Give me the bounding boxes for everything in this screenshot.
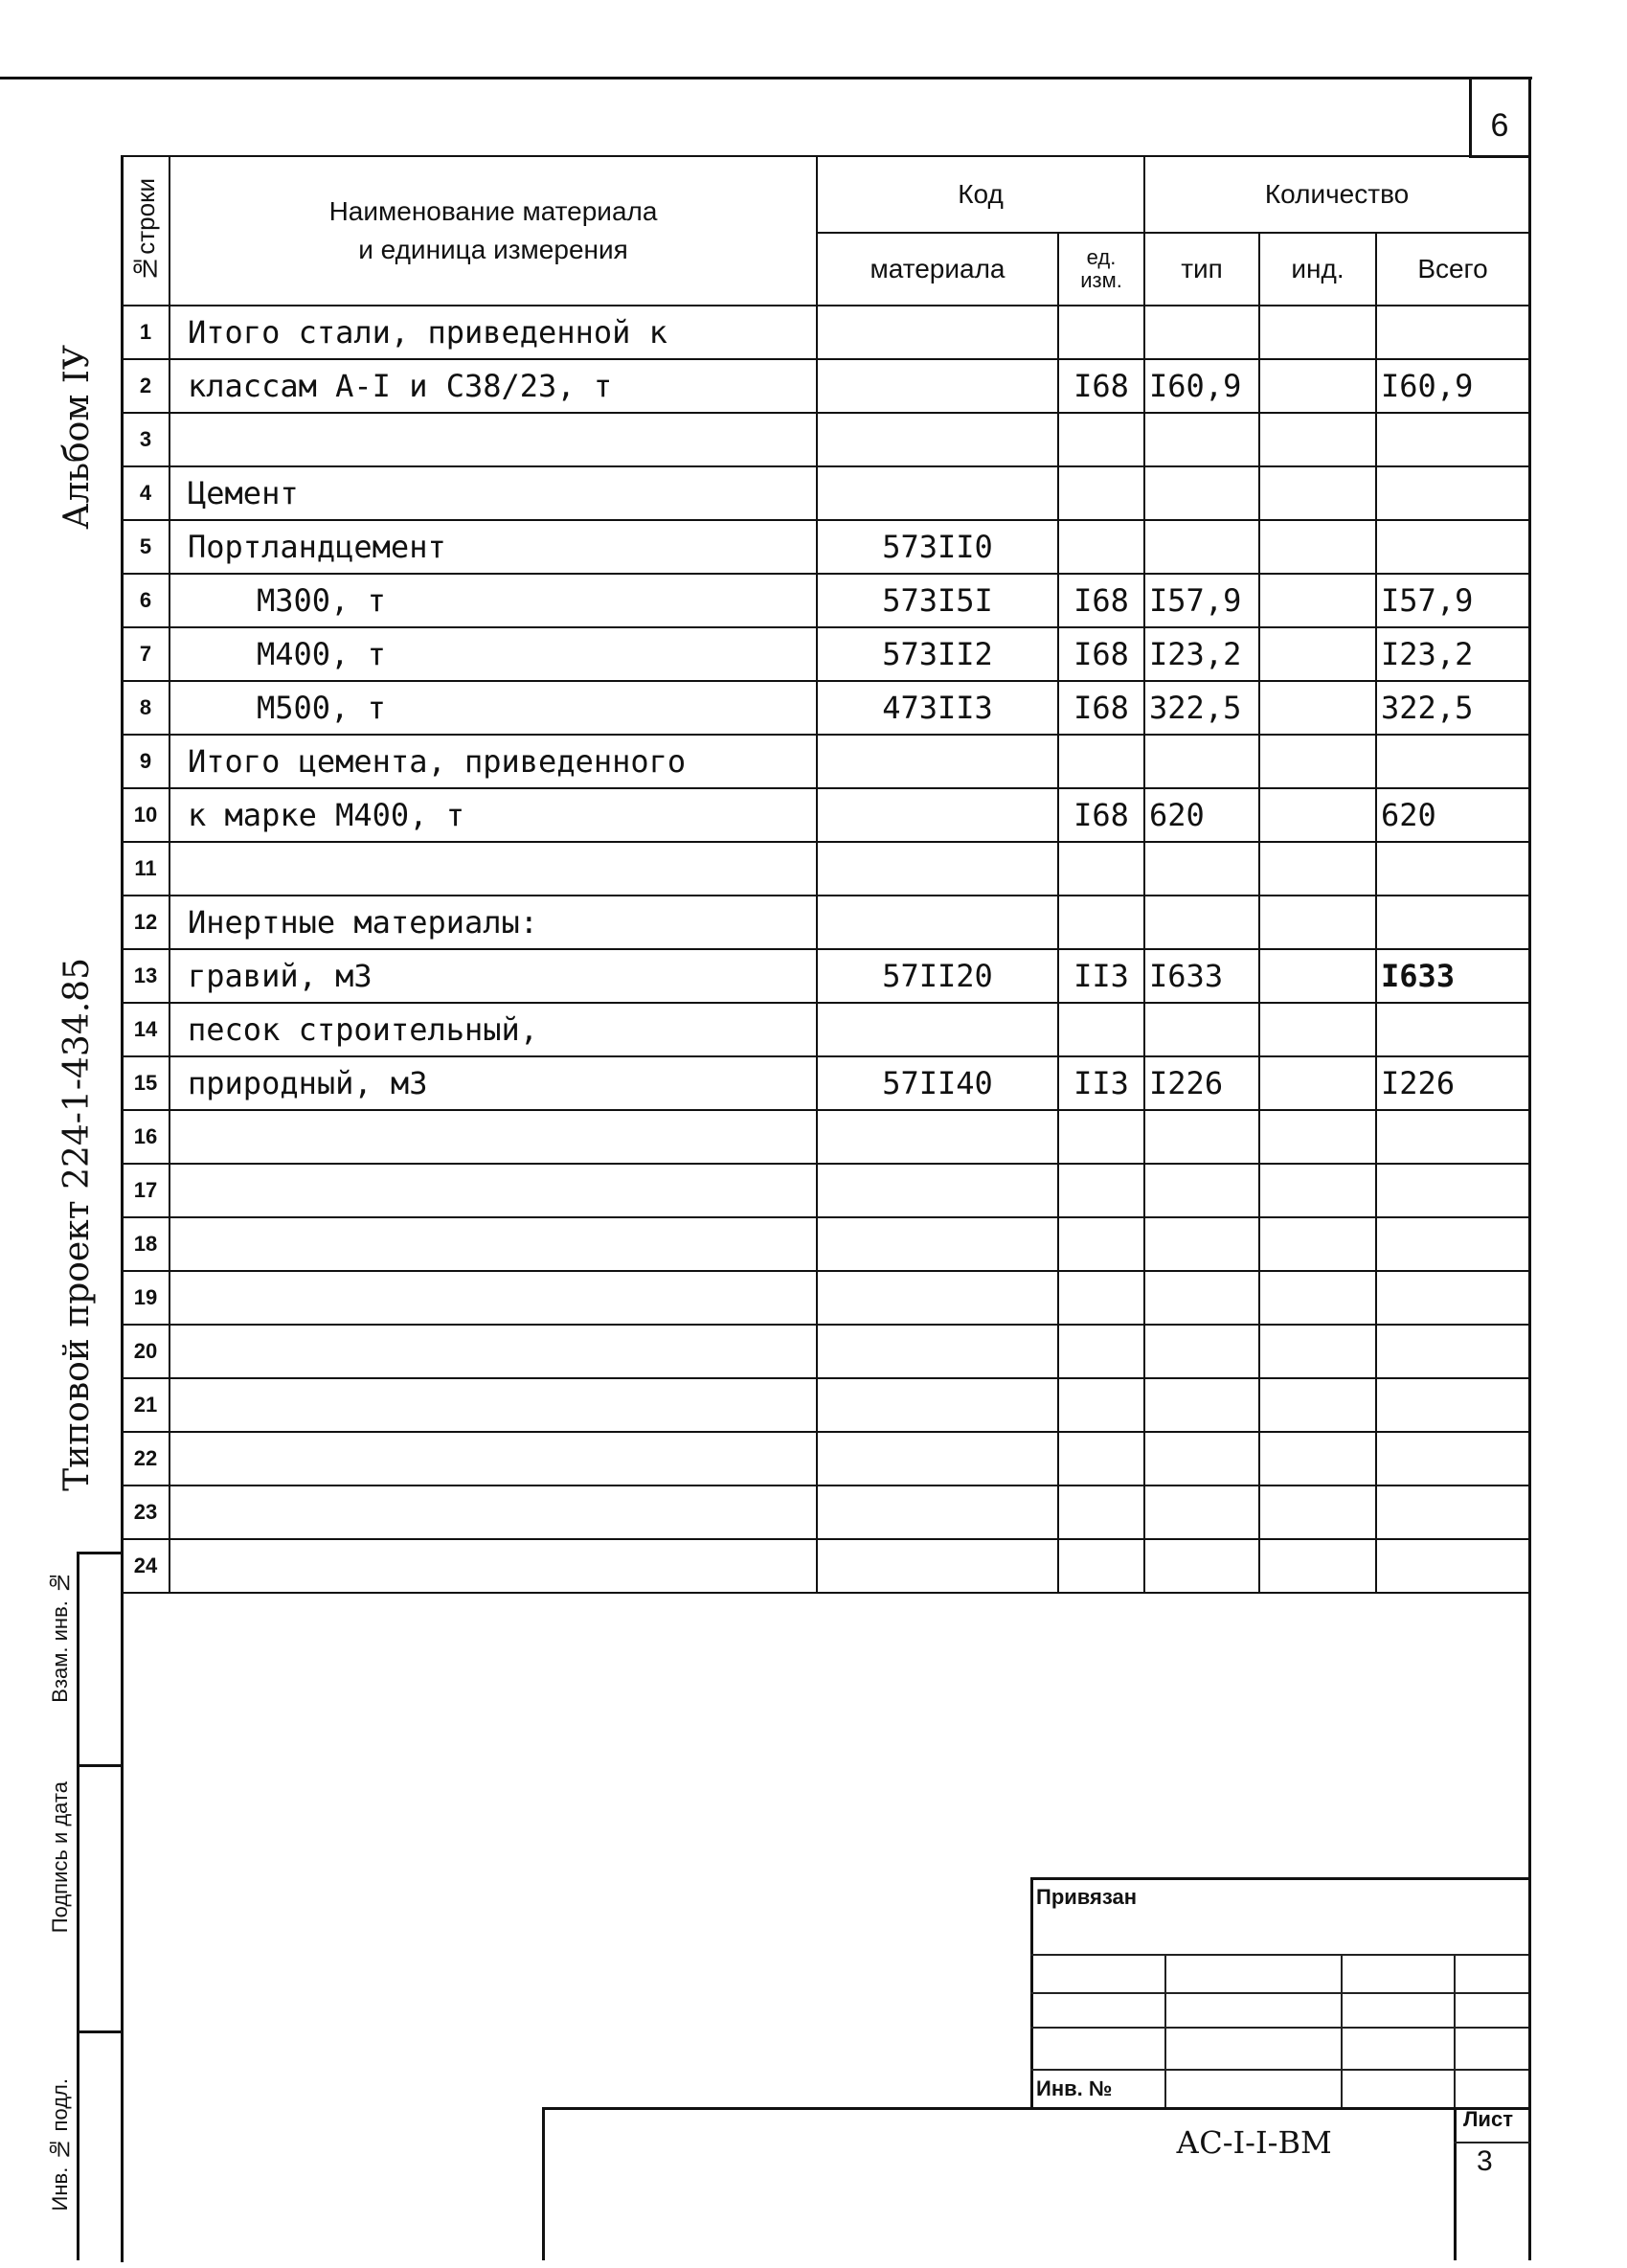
quantity-type <box>1144 842 1259 896</box>
table-row <box>122 1271 1529 1325</box>
sheet-cell-left-line <box>1454 2107 1457 2260</box>
unit-code <box>1058 306 1144 359</box>
row-number: 23 <box>122 1486 169 1539</box>
quantity-total <box>1376 1378 1529 1432</box>
row-number: 20 <box>122 1325 169 1378</box>
quantity-total <box>1376 413 1529 466</box>
quantity-ind <box>1259 1110 1376 1164</box>
quantity-type <box>1144 466 1259 520</box>
material-code <box>817 1217 1058 1271</box>
table-body <box>122 306 1529 1593</box>
quantity-type: 620 <box>1144 788 1259 842</box>
material-code: 573II0 <box>817 520 1058 574</box>
materials-table <box>121 155 1530 1594</box>
table-row <box>122 1056 1529 1110</box>
table-row <box>122 896 1529 949</box>
quantity-total <box>1376 1486 1529 1539</box>
quantity-total: I57,9 <box>1376 574 1529 627</box>
row-number: 9 <box>122 735 169 788</box>
quantity-type: I57,9 <box>1144 574 1259 627</box>
material-code: 57II20 <box>817 949 1058 1003</box>
material-code <box>817 842 1058 896</box>
material-name: гравий, м3 <box>169 949 817 1003</box>
material-name: Итого цемента, приведенного <box>169 735 817 788</box>
quantity-total <box>1376 306 1529 359</box>
quantity-ind <box>1259 1056 1376 1110</box>
unit-code <box>1058 896 1144 949</box>
table-row <box>122 1003 1529 1056</box>
material-code <box>817 466 1058 520</box>
material-code <box>817 1486 1058 1539</box>
unit-code: I68 <box>1058 627 1144 681</box>
table-row <box>122 466 1529 520</box>
row-number: 4 <box>122 466 169 520</box>
quantity-ind <box>1259 1539 1376 1593</box>
row-number: 10 <box>122 788 169 842</box>
quantity-ind <box>1259 735 1376 788</box>
table-row <box>122 520 1529 574</box>
quantity-ind <box>1259 1217 1376 1271</box>
binding-top-line <box>1030 1877 1528 1880</box>
stamp-divider-2 <box>77 1764 123 1767</box>
unit-code <box>1058 1432 1144 1486</box>
quantity-total <box>1376 842 1529 896</box>
quantity-ind <box>1259 306 1376 359</box>
unit-code <box>1058 1378 1144 1432</box>
sheet-label: Лист <box>1463 2107 1513 2131</box>
material-code <box>817 1325 1058 1378</box>
table-header-row-1 <box>122 156 1529 233</box>
quantity-type <box>1144 1432 1259 1486</box>
header-unit-line2: изм. <box>1080 268 1122 292</box>
quantity-type: I226 <box>1144 1056 1259 1110</box>
row-number: 22 <box>122 1432 169 1486</box>
material-code <box>817 1432 1058 1486</box>
row-number: 8 <box>122 681 169 735</box>
material-name <box>169 842 817 896</box>
material-name: песок строительный, <box>169 1003 817 1056</box>
material-code <box>817 359 1058 413</box>
unit-code: I68 <box>1058 681 1144 735</box>
table-row <box>122 1325 1529 1378</box>
table-row <box>122 735 1529 788</box>
quantity-type: I60,9 <box>1144 359 1259 413</box>
material-name: М300, т <box>169 574 817 627</box>
material-name <box>169 1432 817 1486</box>
quantity-ind <box>1259 1003 1376 1056</box>
row-number: 6 <box>122 574 169 627</box>
row-number: 11 <box>122 842 169 896</box>
unit-code: I68 <box>1058 359 1144 413</box>
material-code <box>817 306 1058 359</box>
material-code <box>817 1110 1058 1164</box>
quantity-total <box>1376 1539 1529 1593</box>
unit-code <box>1058 1325 1144 1378</box>
quantity-type <box>1144 896 1259 949</box>
binding-title: Привязан <box>1036 1885 1138 1909</box>
table-row <box>122 1432 1529 1486</box>
table-row <box>122 1110 1529 1164</box>
document-code: АС-I-I-ВМ <box>1176 2124 1332 2161</box>
quantity-total: 620 <box>1376 788 1529 842</box>
quantity-total <box>1376 1217 1529 1271</box>
quantity-ind <box>1259 1486 1376 1539</box>
unit-code <box>1058 1486 1144 1539</box>
table-row <box>122 1217 1529 1271</box>
header-row-no <box>122 156 169 306</box>
quantity-ind <box>1259 1164 1376 1217</box>
material-name <box>169 1486 817 1539</box>
table-row <box>122 627 1529 681</box>
table-row <box>122 1164 1529 1217</box>
quantity-ind <box>1259 1271 1376 1325</box>
title-block-left-line <box>542 2107 545 2260</box>
quantity-total <box>1376 896 1529 949</box>
row-number: 7 <box>122 627 169 681</box>
row-number: 1 <box>122 306 169 359</box>
material-code: 57II40 <box>817 1056 1058 1110</box>
material-name: природный, м3 <box>169 1056 817 1110</box>
material-code: 573I5I <box>817 574 1058 627</box>
row-number: 19 <box>122 1271 169 1325</box>
quantity-total <box>1376 1325 1529 1378</box>
material-code <box>817 735 1058 788</box>
material-name <box>169 1217 817 1271</box>
table-row <box>122 681 1529 735</box>
table-row <box>122 788 1529 842</box>
stamp-vzam-label: Взам. инв. № <box>48 1571 72 1703</box>
quantity-total <box>1376 1432 1529 1486</box>
sheet-cell-divider <box>1454 2142 1530 2143</box>
unit-code <box>1058 735 1144 788</box>
table-row <box>122 1539 1529 1593</box>
material-code <box>817 1378 1058 1432</box>
quantity-total <box>1376 1110 1529 1164</box>
quantity-total: I60,9 <box>1376 359 1529 413</box>
unit-code: I68 <box>1058 788 1144 842</box>
sheet-number: 3 <box>1477 2145 1493 2177</box>
quantity-ind <box>1259 842 1376 896</box>
unit-code <box>1058 413 1144 466</box>
header-name-line1: Наименование материала <box>328 196 658 226</box>
row-number: 14 <box>122 1003 169 1056</box>
unit-code <box>1058 1271 1144 1325</box>
material-code: 573II2 <box>817 627 1058 681</box>
material-name <box>169 1378 817 1432</box>
quantity-type <box>1144 413 1259 466</box>
quantity-type <box>1144 1539 1259 1593</box>
unit-code <box>1058 520 1144 574</box>
quantity-total <box>1376 520 1529 574</box>
quantity-type <box>1144 1378 1259 1432</box>
header-type: тип <box>1144 233 1259 306</box>
quantity-type <box>1144 735 1259 788</box>
quantity-ind <box>1259 1432 1376 1486</box>
row-number: 17 <box>122 1164 169 1217</box>
material-name: М400, т <box>169 627 817 681</box>
quantity-total: 322,5 <box>1376 681 1529 735</box>
quantity-ind <box>1259 574 1376 627</box>
quantity-ind <box>1259 520 1376 574</box>
unit-code: II3 <box>1058 1056 1144 1110</box>
quantity-total: I633 <box>1376 949 1529 1003</box>
material-name <box>169 1325 817 1378</box>
material-code <box>817 413 1058 466</box>
unit-code: II3 <box>1058 949 1144 1003</box>
row-number: 2 <box>122 359 169 413</box>
material-name: Портландцемент <box>169 520 817 574</box>
stamp-inv-label: Инв. № подл. <box>48 2078 72 2211</box>
binding-col-line-3 <box>1454 1954 1456 2107</box>
quantity-total <box>1376 735 1529 788</box>
header-name <box>169 156 817 306</box>
unit-code <box>1058 1539 1144 1593</box>
table-row <box>122 842 1529 896</box>
quantity-type <box>1144 306 1259 359</box>
top-frame-line <box>0 77 1532 79</box>
header-material: материала <box>817 233 1058 306</box>
material-name: М500, т <box>169 681 817 735</box>
unit-code <box>1058 842 1144 896</box>
material-name <box>169 1164 817 1217</box>
header-code: Код <box>817 156 1144 233</box>
stamp-divider-3 <box>77 2030 123 2033</box>
material-code <box>817 1164 1058 1217</box>
table-row <box>122 949 1529 1003</box>
quantity-total <box>1376 1271 1529 1325</box>
quantity-type: I633 <box>1144 949 1259 1003</box>
quantity-ind <box>1259 896 1376 949</box>
quantity-type <box>1144 520 1259 574</box>
quantity-ind <box>1259 359 1376 413</box>
quantity-ind <box>1259 1325 1376 1378</box>
header-quantity: Количество <box>1144 156 1529 233</box>
unit-code <box>1058 1003 1144 1056</box>
quantity-ind <box>1259 681 1376 735</box>
row-number: 13 <box>122 949 169 1003</box>
quantity-ind <box>1259 1378 1376 1432</box>
binding-col-line-1 <box>1164 1954 1166 2107</box>
header-row-no-text: №строки <box>130 178 160 284</box>
unit-code <box>1058 466 1144 520</box>
quantity-type <box>1144 1003 1259 1056</box>
table-row <box>122 306 1529 359</box>
quantity-type <box>1144 1325 1259 1378</box>
album-label: Альбом IУ <box>57 345 97 530</box>
header-unit-line1: ед. <box>1086 245 1117 269</box>
table-row <box>122 359 1529 413</box>
project-label: Типовой проект 224-1-434.85 <box>57 958 97 1491</box>
quantity-type <box>1144 1271 1259 1325</box>
binding-col-line-2 <box>1341 1954 1343 2107</box>
material-name: Цемент <box>169 466 817 520</box>
quantity-total <box>1376 1003 1529 1056</box>
row-number: 12 <box>122 896 169 949</box>
material-code <box>817 788 1058 842</box>
header-ind: инд. <box>1259 233 1376 306</box>
material-name: Инертные материалы: <box>169 896 817 949</box>
quantity-type <box>1144 1164 1259 1217</box>
binding-inv-no: Инв. № <box>1036 2076 1113 2100</box>
row-number: 24 <box>122 1539 169 1593</box>
material-name <box>169 1110 817 1164</box>
header-total: Всего <box>1376 233 1529 306</box>
stamp-column-left-line <box>77 1552 79 2260</box>
unit-code <box>1058 1110 1144 1164</box>
quantity-total: I226 <box>1376 1056 1529 1110</box>
quantity-type <box>1144 1486 1259 1539</box>
quantity-type <box>1144 1217 1259 1271</box>
material-code: 473II3 <box>817 681 1058 735</box>
page-number: 6 <box>1490 107 1509 144</box>
header-unit <box>1058 233 1144 306</box>
material-name <box>169 413 817 466</box>
row-number: 3 <box>122 413 169 466</box>
table-row <box>122 1486 1529 1539</box>
row-number: 21 <box>122 1378 169 1432</box>
table-row <box>122 574 1529 627</box>
unit-code <box>1058 1164 1144 1217</box>
material-code <box>817 1271 1058 1325</box>
material-name: Итого стали, приведенной к <box>169 306 817 359</box>
unit-code <box>1058 1217 1144 1271</box>
table-row <box>122 413 1529 466</box>
stamp-podpis-label: Подпись и дата <box>48 1781 72 1934</box>
quantity-ind <box>1259 413 1376 466</box>
unit-code: I68 <box>1058 574 1144 627</box>
title-block-top-line <box>542 2107 1530 2110</box>
material-code <box>817 1539 1058 1593</box>
header-name-line2: и единица измерения <box>358 235 628 264</box>
quantity-ind <box>1259 949 1376 1003</box>
material-name <box>169 1271 817 1325</box>
quantity-total <box>1376 466 1529 520</box>
quantity-type: I23,2 <box>1144 627 1259 681</box>
quantity-ind <box>1259 788 1376 842</box>
material-name <box>169 1539 817 1593</box>
material-name: к марке М400, т <box>169 788 817 842</box>
quantity-ind <box>1259 627 1376 681</box>
row-number: 18 <box>122 1217 169 1271</box>
quantity-ind <box>1259 466 1376 520</box>
row-number: 5 <box>122 520 169 574</box>
row-number: 15 <box>122 1056 169 1110</box>
material-code <box>817 1003 1058 1056</box>
stamp-divider-1 <box>77 1552 123 1554</box>
material-name: классам А-I и С38/23, т <box>169 359 817 413</box>
quantity-type: 322,5 <box>1144 681 1259 735</box>
table-row <box>122 1378 1529 1432</box>
quantity-total <box>1376 1164 1529 1217</box>
quantity-type <box>1144 1110 1259 1164</box>
material-code <box>817 896 1058 949</box>
quantity-total: I23,2 <box>1376 627 1529 681</box>
row-number: 16 <box>122 1110 169 1164</box>
